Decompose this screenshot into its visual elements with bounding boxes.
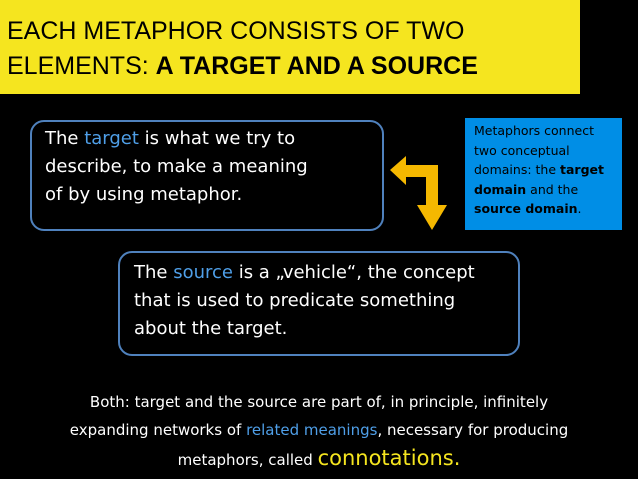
target-line-1 [45, 125, 382, 153]
source-line-1 [134, 259, 518, 287]
note-line-4-plain: and the [526, 181, 579, 197]
bottom-line-2 [14, 416, 624, 444]
target-highlight: target [84, 128, 139, 149]
bottom-caption [14, 388, 624, 474]
title-line-2-plain: ELEMENTS: [7, 52, 156, 80]
bent-arrow-icon [386, 150, 466, 235]
note-line-5-plain: . [577, 201, 582, 216]
note-line-3-bold: target [560, 162, 604, 177]
source-pre: The [134, 262, 174, 283]
target-line-1-rest: is what we try to [138, 128, 296, 149]
bottom-line-3-pre: metaphors, called [177, 451, 318, 469]
note-line-3 [474, 160, 622, 180]
arrow-shape [390, 156, 447, 230]
note-line-5 [474, 199, 622, 219]
target-line-3: of by using metaphor. [45, 184, 243, 205]
source-line-1-rest: is a „vehicle“, the concept [232, 262, 475, 283]
source-highlight: source [173, 262, 233, 283]
bottom-line-2-highlight: related meanings [246, 421, 378, 439]
note-line-1: Metaphors connect [474, 123, 594, 138]
domains-note [465, 118, 622, 230]
bottom-line-1: Both: target and the source are part of, in principle, infinitely [89, 393, 549, 411]
note-line-2: two conceptual [474, 142, 570, 158]
bottom-line-2-post: , necessary for producing [377, 421, 569, 439]
target-pre: The [45, 128, 85, 149]
title-line-2 [7, 49, 580, 84]
source-definition-box [118, 251, 520, 356]
note-line-3-plain: domains: the [474, 162, 560, 177]
bottom-line-2-pre: expanding networks of [69, 421, 247, 439]
title-line-2-bold: A TARGET AND A SOURCE [155, 52, 478, 80]
target-definition-box [30, 120, 384, 231]
source-line-2: that is used to predicate something [134, 290, 456, 311]
slide-title [0, 0, 580, 94]
title-line-1: EACH METAPHOR CONSISTS OF TWO [7, 17, 465, 45]
bottom-line-3-big: connotations. [317, 446, 461, 470]
note-line-4 [474, 180, 622, 200]
note-line-5-bold: source domain [474, 201, 578, 216]
source-line-3: about the target. [134, 318, 288, 339]
bottom-line-3 [14, 444, 624, 474]
note-line-4-bold: domain [474, 181, 527, 197]
target-line-2: describe, to make a meaning [45, 156, 308, 177]
